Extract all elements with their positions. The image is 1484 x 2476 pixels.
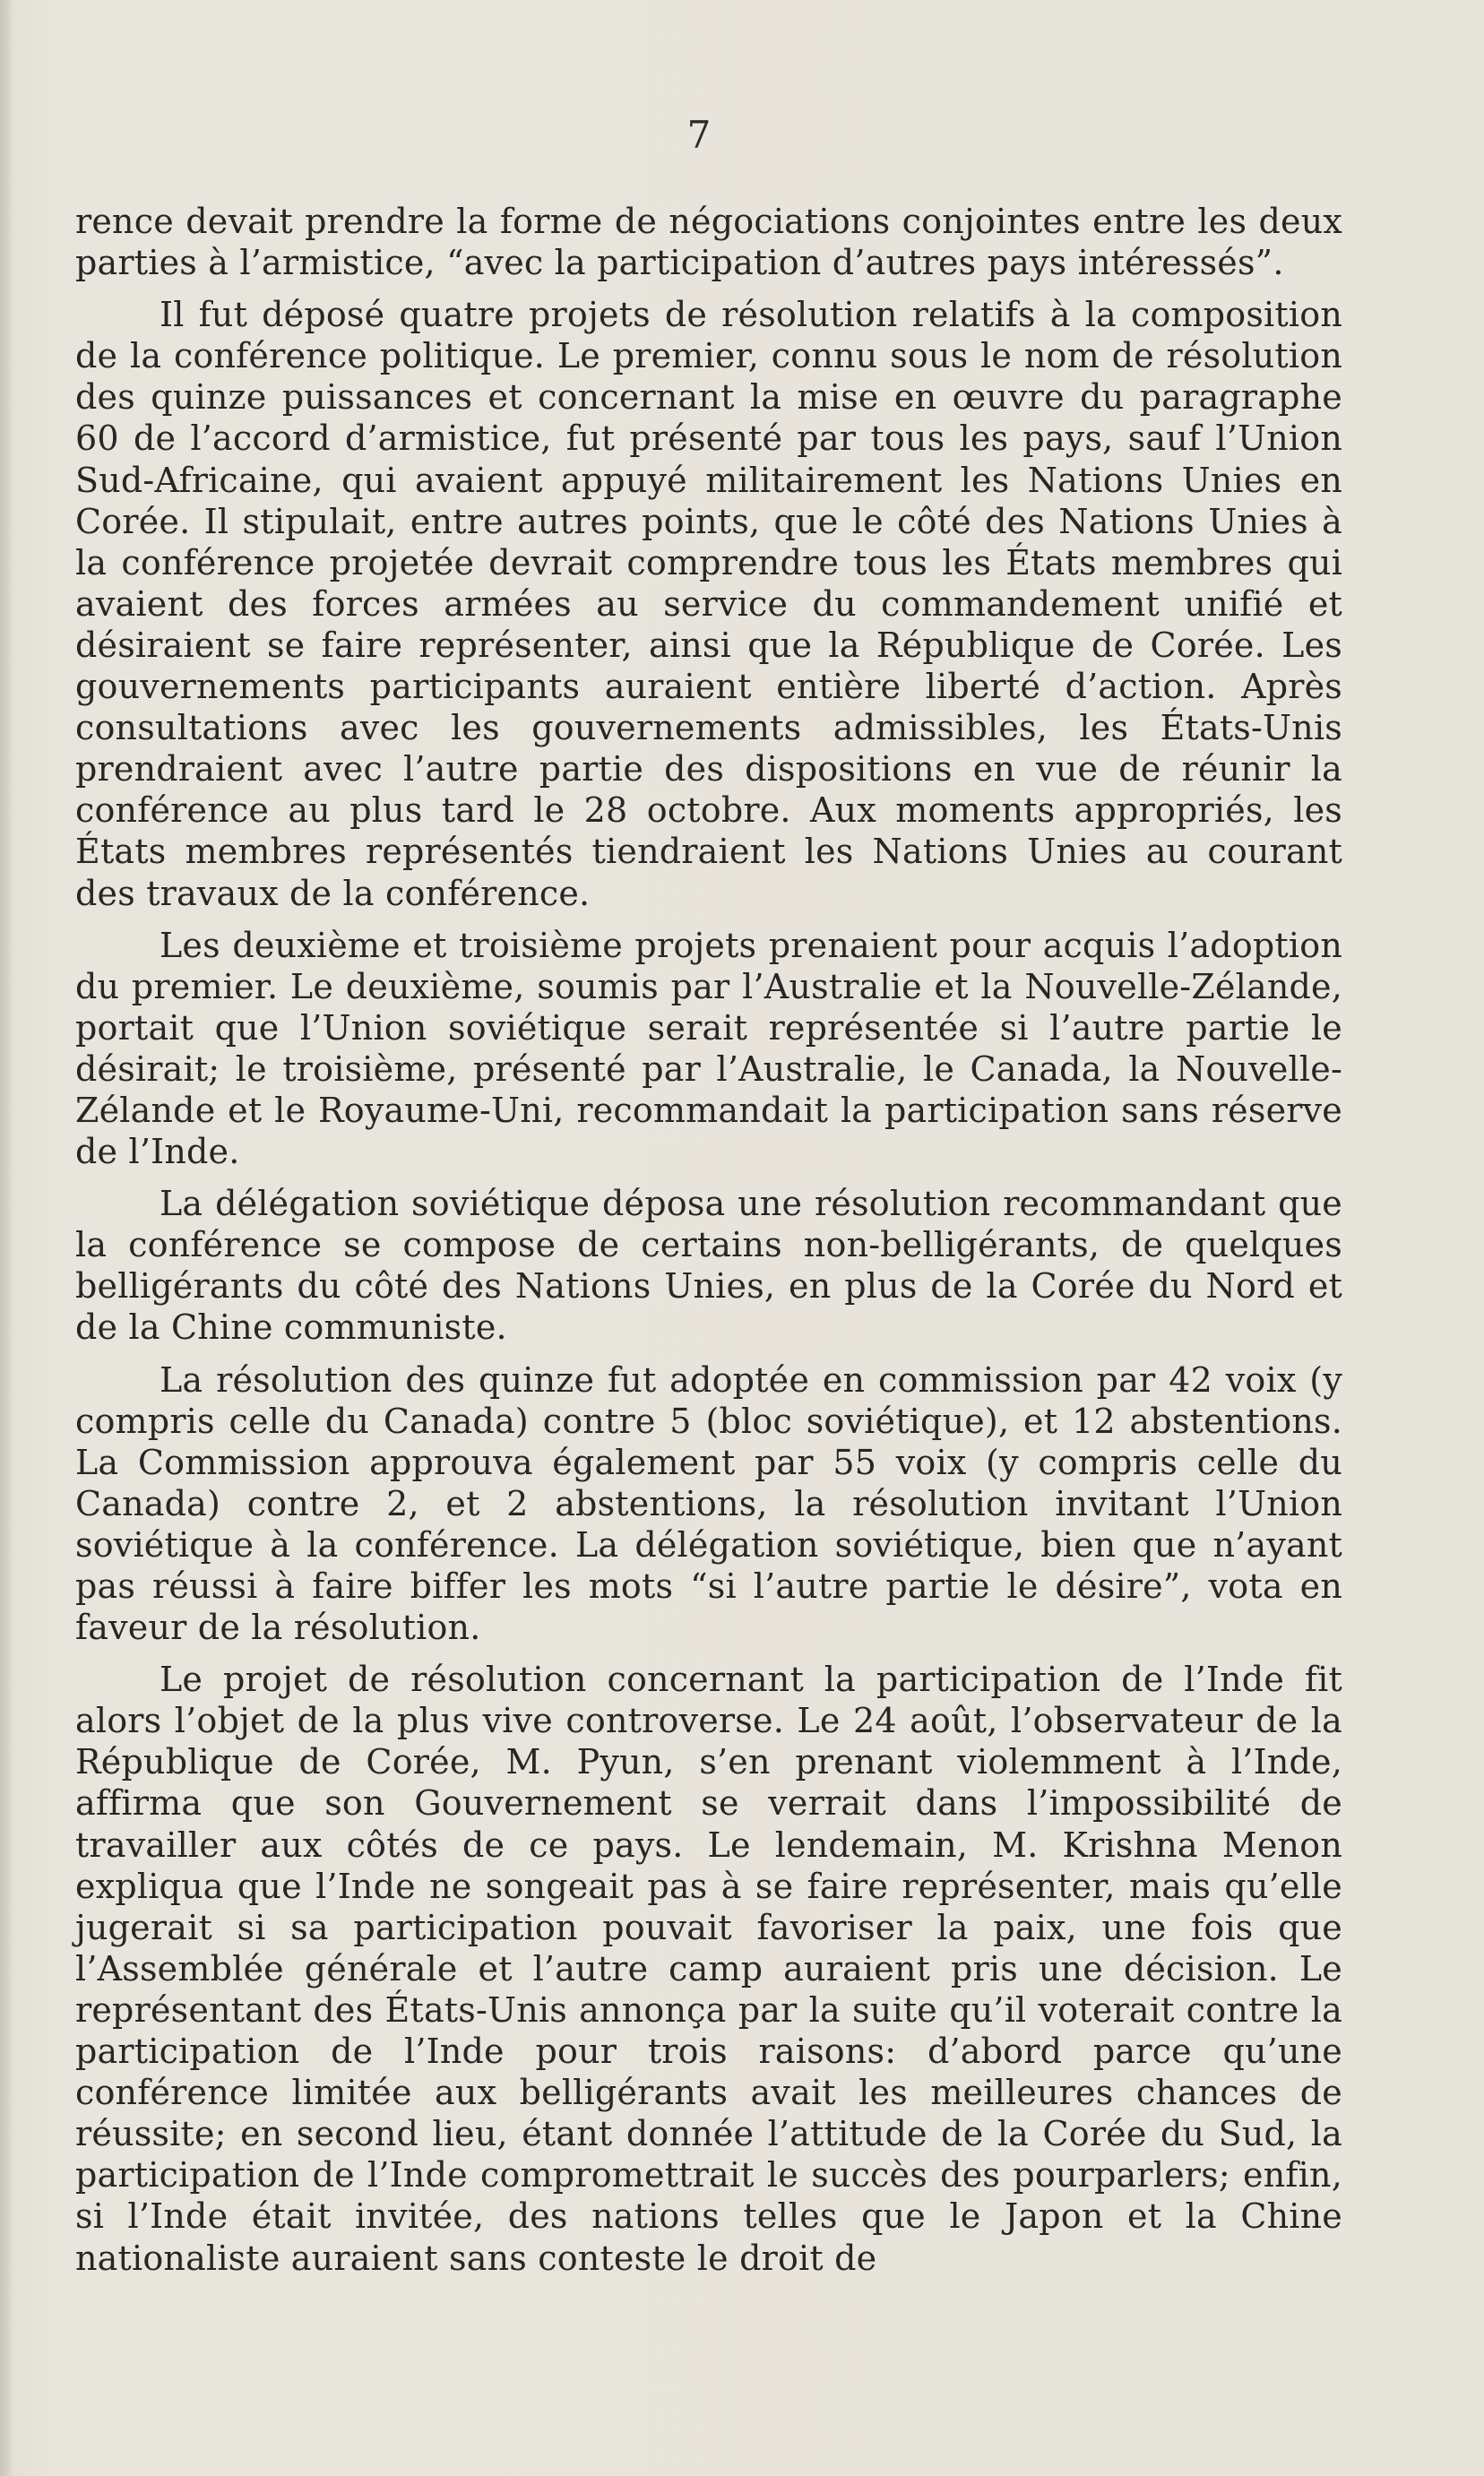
page-number: 7 [686, 113, 712, 157]
body-text [75, 201, 1342, 2290]
paragraph-second-third-drafts: Les deuxième et troisième projets prenaient pour acquis l’adoption du premier. Le deuxième, soumis par l’Australie et la Nouvelle-Zélande, portait que l’Union soviétique serait représentée si l’autre partie le désirait; le troisième, présenté par l’Australie, le Canada, la Nouvelle-Zélande et le Royaume-Uni, recommandait la participation sans réserve de l’Inde. [75, 925, 1342, 1172]
paragraph-vote-results: La résolution des quinze fut adoptée en commission par 42 voix (y compris celle du Canada) contre 5 (bloc soviétique), et 12 abstentions. La Commission approuva également par 55 voix (y compris celle du Canada) contre 2, et 2 abstentions, la résolution invitant l’Union soviétique à la conférence. La délégation soviétique, bien que n’ayant pas réussi à faire biffer les mots “si l’autre partie le désire”, vota en faveur de la résolution. [75, 1359, 1342, 1648]
paragraph-soviet-delegation: La délégation soviétique déposa une résolution recommandant que la conférence se compose de certains non-belligérants, de quelques belligérants du côté des Nations Unies, en plus de la Corée du Nord et de la Chine communiste. [75, 1184, 1342, 1348]
page-edge-shadow [0, 0, 13, 2476]
paragraph-continued: rence devait prendre la forme de négociations conjointes entre les deux parties à l’armistice, “avec la participation d’autres pays intéressés”. [75, 202, 1342, 283]
paragraph-draft-resolutions: Il fut déposé quatre projets de résolution relatifs à la composition de la conférence politique. Le premier, connu sous le nom de résolution des quinze puissances et concernant la mise en œuvre du paragraphe 60 de l’accord d’armistice, fut présenté par tous les pays, sauf l’Union Sud-Africaine, qui avaient appuyé militairement les Nations Unies en Corée. Il stipulait, entre autres points, que le côté des Nations Unies à la conférence projetée devrait comprendre tous les États membres qui avaient des forces armées au service du commandement unifié et désiraient se faire représenter, ainsi que la République de Corée. Les gouvernements participants auraient entière liberté d’action. Après consultations avec les gouvernements admissibles, les États-Unis prendraient avec l’autre partie des dispositions en vue de réunir la conférence au plus tard le 28 octobre. Aux moments appropriés, les États membres représentés tiendraient les Nations Unies au courant des travaux de la conférence. [75, 295, 1342, 913]
paragraph-india-participation: Le projet de résolution concernant la participation de l’Inde fit alors l’objet de la plus vive controverse. Le 24 août, l’observateur de la République de Corée, M. Pyun, s’en prenant violemment à l’Inde, affirma que son Gouvernement se verrait dans l’impossibilité de travailler aux côtés de ce pays. Le lendemain, M. Krishna Menon expliqua que l’Inde ne songeait pas à se faire représenter, mais qu’elle jugerait si sa participation pouvait favoriser la paix, une fois que l’Assemblée générale et l’autre camp auraient pris une décision. Le représentant des États-Unis annonça par la suite qu’il voterait contre la participation de l’Inde pour trois raisons: d’abord parce qu’une conférence limitée aux belligérants avait les meilleures chances de réussite; en second lieu, étant donnée l’attitude de la Corée du Sud, la participation de l’Inde compromettrait le succès des pourparlers; enfin, si l’Inde était invitée, des nations telles que le Japon et la Chine nationaliste auraient sans conteste le droit de [75, 1660, 1342, 2278]
